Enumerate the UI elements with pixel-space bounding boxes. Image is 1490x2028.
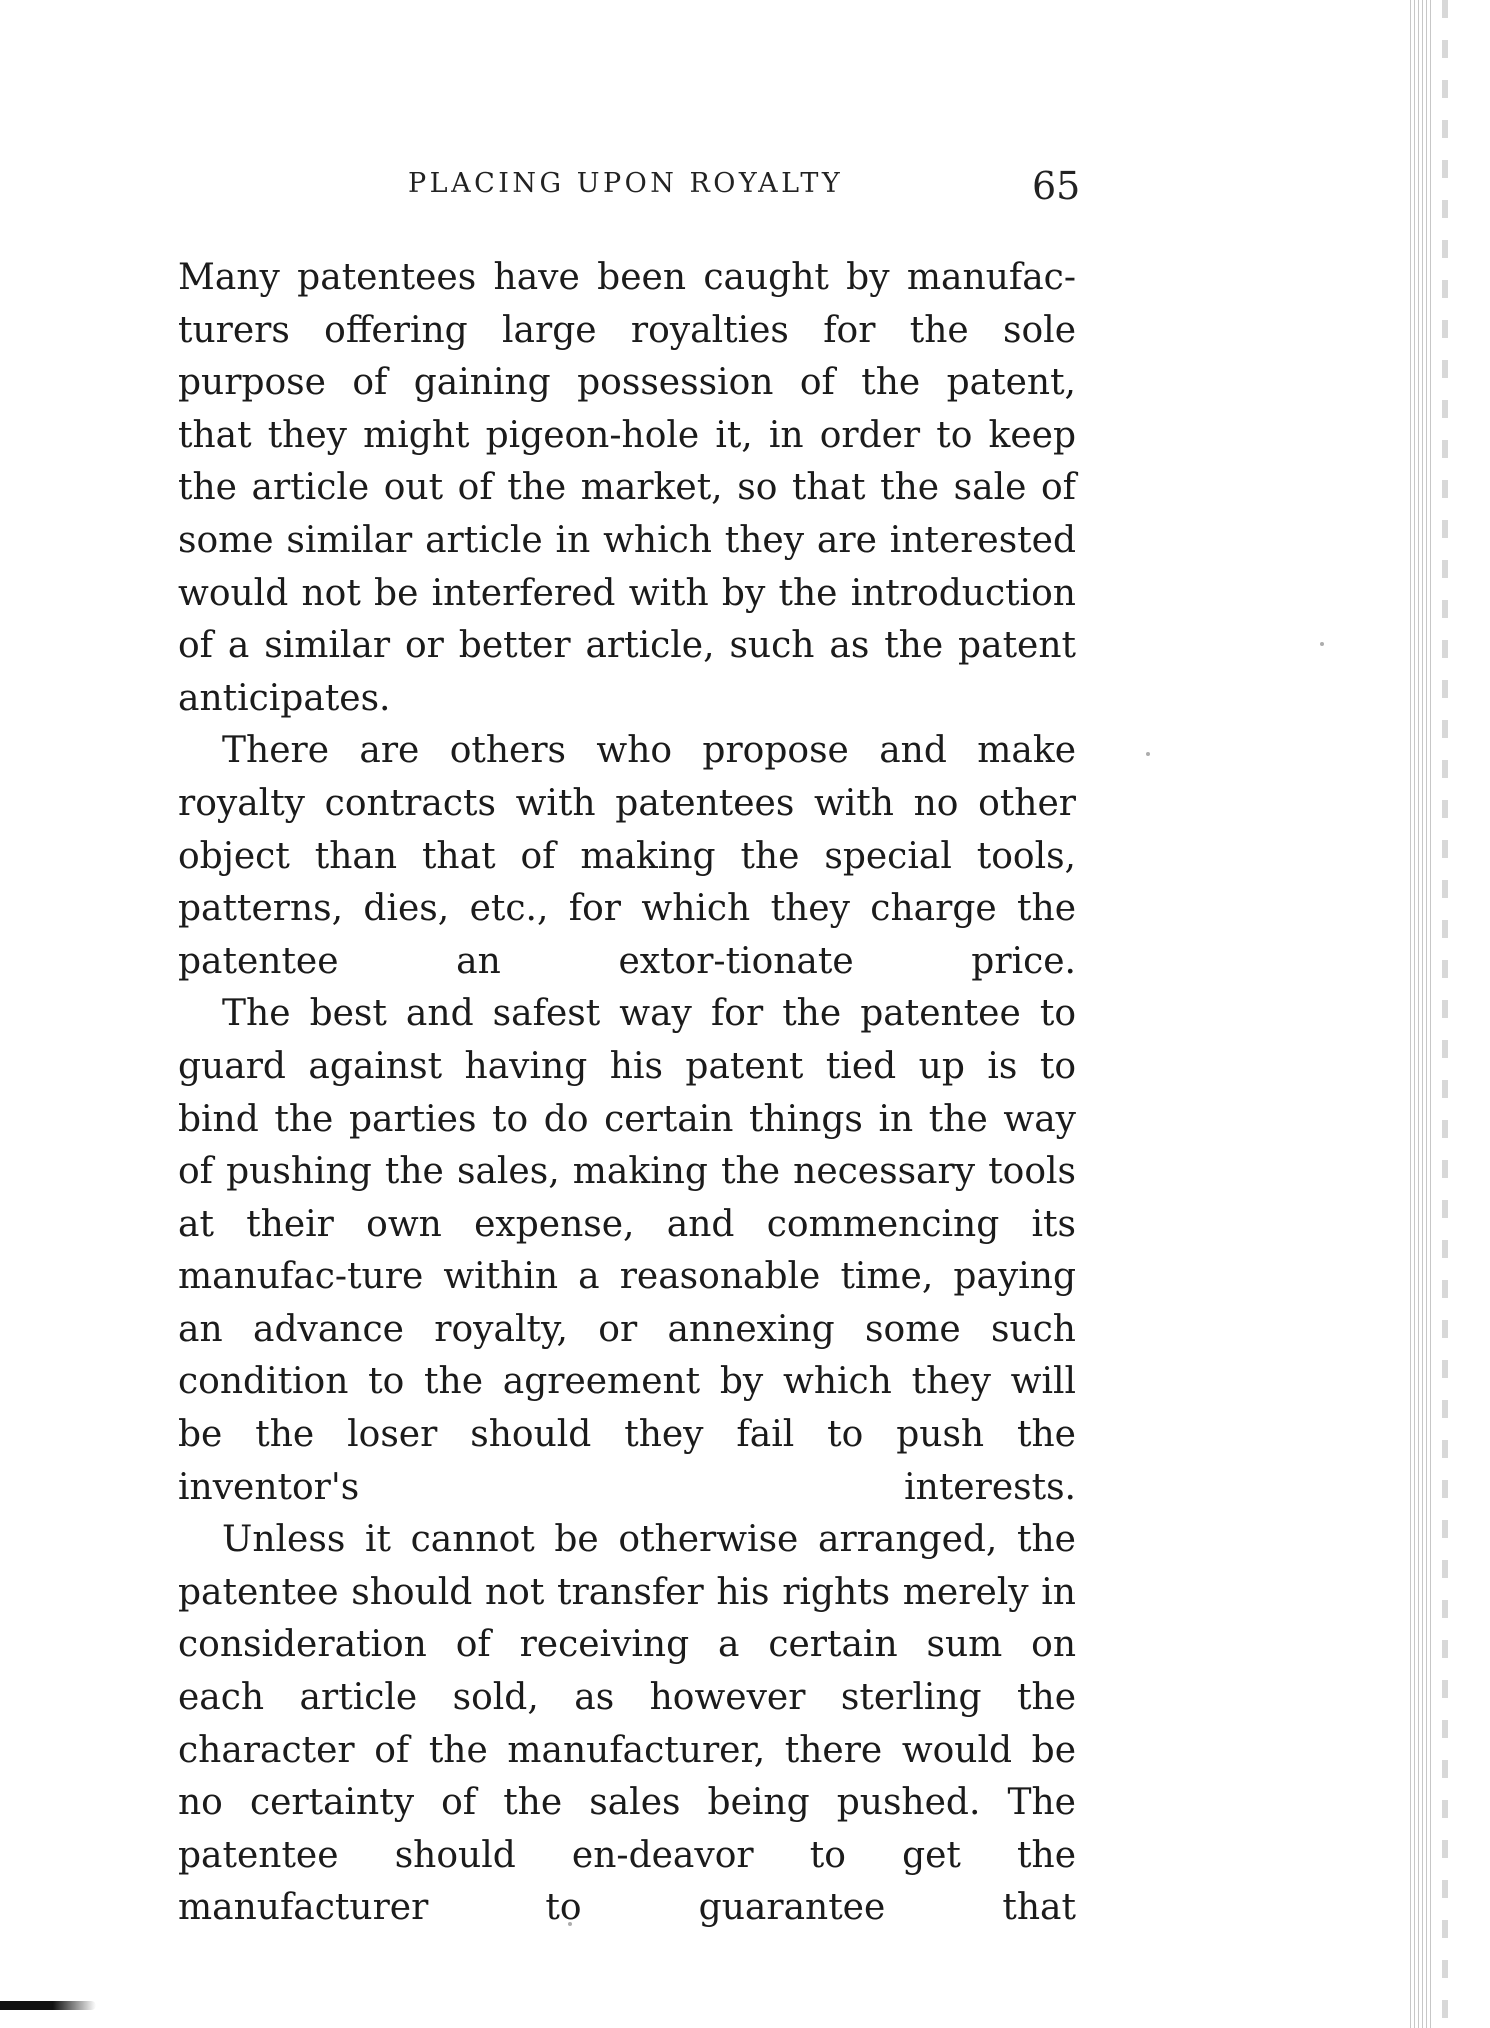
paragraph-3: The best and safest way for the patentee to guard against having his patent tied up is to bind the parties to do certain things in the way of pushing the sales, making the necessary tools at their own expense, and commencing its manufac-ture within a reasonable time, paying an advance royalty, or annexing some such condition to the agreement by which they will be the loser should they fail to push the inventor's interests. [178,993,1076,1508]
body-text [178,252,1076,1935]
running-title: PLACING UPON ROYALTY [408,168,844,199]
paragraph-2: There are others who propose and make royalty contracts with patentees with no other object than that of making the special tools, patterns, dies, etc., for which they charge the patentee an extor-tionate price. [178,730,1076,982]
scan-corner-smudge [0,2001,96,2010]
page-edge-marks [1442,0,1448,2028]
page-binding-shadow [1410,0,1432,2028]
page-number: 65 [1032,164,1081,208]
paragraph-1: Many patentees have been caught by manufac-turers offering large royalties for the sole purpose of gaining possession of the patent, that they might pigeon-hole it, in order to keep the article out of the market, so that the sale of some similar article in which they are interested would not be interfered with by the introduction of a similar or better article, such as the patent anticipates. [178,257,1076,719]
scan-speck [1146,752,1150,756]
paragraph-4: Unless it cannot be otherwise arranged, the patentee should not transfer his rights merely in consideration of receiving a certain sum on each article sold, as however sterling the character of the manufacturer, there would be no certainty of the sales being pushed. The patentee should en-deavor to get the manufacturer to guarantee that [178,1519,1076,1929]
scan-speck [1320,642,1324,646]
